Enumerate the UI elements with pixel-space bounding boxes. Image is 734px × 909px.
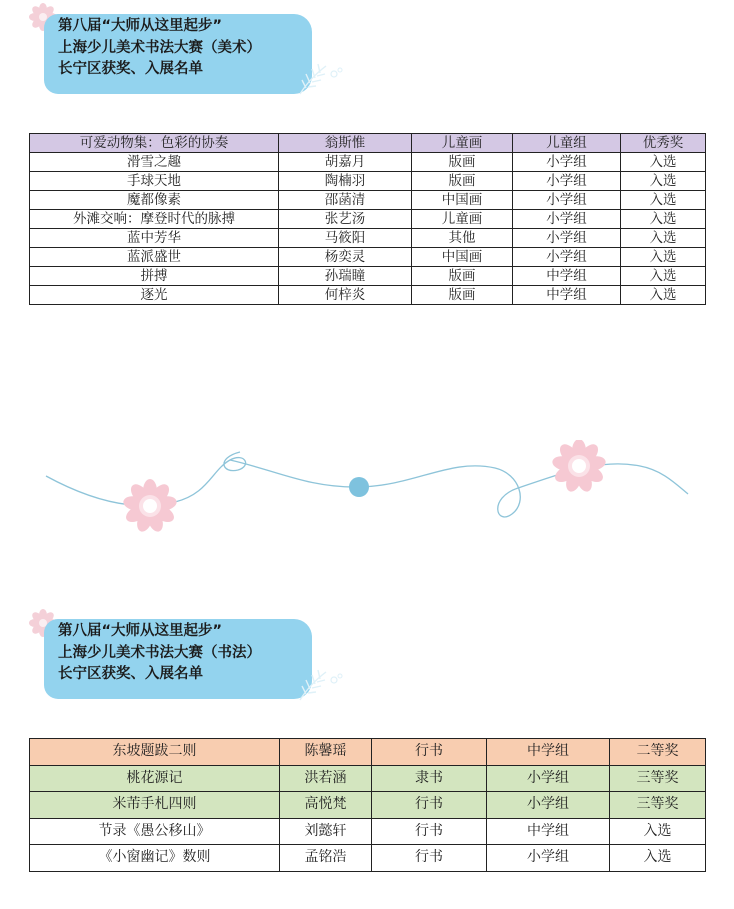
- cell-title: 蓝中芳华: [30, 229, 279, 248]
- table-row: [30, 248, 706, 267]
- leaf-icon: [296, 58, 346, 98]
- cell-category: 行书: [372, 845, 487, 872]
- cell-category: 行书: [372, 818, 487, 845]
- cell-title: 逐光: [30, 286, 279, 305]
- flower-icon: [122, 479, 178, 534]
- cell-group: 小学组: [513, 248, 621, 267]
- table-row: [30, 267, 706, 286]
- title-line: 第八届“大师从这里起步”: [58, 18, 223, 34]
- cell-award: 入选: [610, 845, 706, 872]
- cell-group: 小学组: [513, 229, 621, 248]
- cell-name: 邵菡清: [279, 191, 412, 210]
- table-row: [30, 739, 706, 766]
- cell-name: 马筱阳: [279, 229, 412, 248]
- cell-title: 桃花源记: [30, 765, 280, 792]
- table-row: [30, 134, 706, 153]
- leaf-icon: [296, 664, 346, 704]
- cell-name: 胡嘉月: [279, 153, 412, 172]
- flower-icon: [551, 440, 607, 494]
- cell-group: 中学组: [487, 739, 610, 766]
- table-row: [30, 229, 706, 248]
- cell-title: 魔都像素: [30, 191, 279, 210]
- cell-award: 入选: [621, 286, 706, 305]
- cell-award: 二等奖: [610, 739, 706, 766]
- cell-category: 行书: [372, 792, 487, 819]
- cell-category: 版画: [412, 172, 513, 191]
- title-line: 第八届“大师从这里起步”: [58, 623, 223, 639]
- cell-title: 可爱动物集：色彩的协奏: [30, 134, 279, 153]
- cell-title: 东坡题跋二则: [30, 739, 280, 766]
- cell-name: 高悦梵: [280, 792, 372, 819]
- cell-name: 杨奕灵: [279, 248, 412, 267]
- table-row: [30, 818, 706, 845]
- cell-name: 刘懿轩: [280, 818, 372, 845]
- cell-award: 入选: [621, 248, 706, 267]
- cell-name: 张艺汤: [279, 210, 412, 229]
- cell-category: 版画: [412, 286, 513, 305]
- cell-group: 小学组: [513, 153, 621, 172]
- cell-name: 孙瑞瞳: [279, 267, 412, 286]
- cell-category: 行书: [372, 739, 487, 766]
- cell-award: 入选: [610, 818, 706, 845]
- cell-group: 儿童组: [513, 134, 621, 153]
- cell-award: 入选: [621, 210, 706, 229]
- table-row: [30, 153, 706, 172]
- title-line: 长宁区获奖、入展名单: [58, 61, 203, 77]
- section1-title: [58, 16, 261, 81]
- vine-divider: [40, 440, 700, 550]
- section2-title: [58, 621, 261, 686]
- cell-group: 小学组: [487, 845, 610, 872]
- cell-award: 入选: [621, 267, 706, 286]
- cell-award: 入选: [621, 153, 706, 172]
- cell-category: 中国画: [412, 248, 513, 267]
- cell-category: 版画: [412, 267, 513, 286]
- cell-name: 洪若涵: [280, 765, 372, 792]
- art-awards-table: [29, 133, 706, 305]
- table-row: [30, 845, 706, 872]
- cell-group: 小学组: [513, 172, 621, 191]
- cell-group: 中学组: [513, 286, 621, 305]
- cell-title: 外滩交响：摩登时代的脉搏: [30, 210, 279, 229]
- cell-category: 中国画: [412, 191, 513, 210]
- table-row: [30, 792, 706, 819]
- cell-category: 儿童画: [412, 134, 513, 153]
- cell-name: 陶楠羽: [279, 172, 412, 191]
- cell-title: 节录《愚公移山》: [30, 818, 280, 845]
- cell-category: 儿童画: [412, 210, 513, 229]
- cell-category: 版画: [412, 153, 513, 172]
- table-row: [30, 286, 706, 305]
- title-line: 上海少儿美术书法大赛（书法）: [58, 644, 261, 661]
- cell-title: 米芾手札四则: [30, 792, 280, 819]
- cell-group: 小学组: [487, 765, 610, 792]
- cell-category: 隶书: [372, 765, 487, 792]
- cell-group: 小学组: [487, 792, 610, 819]
- cell-title: 《小窗幽记》数则: [30, 845, 280, 872]
- cell-award: 入选: [621, 191, 706, 210]
- title-line: 上海少儿美术书法大赛（美术）: [58, 39, 261, 56]
- cell-group: 小学组: [513, 191, 621, 210]
- cell-name: 翁斯惟: [279, 134, 412, 153]
- cell-title: 滑雪之趣: [30, 153, 279, 172]
- cell-group: 中学组: [513, 267, 621, 286]
- cell-group: 小学组: [513, 210, 621, 229]
- table-row: [30, 210, 706, 229]
- cell-award: 入选: [621, 172, 706, 191]
- title-line: 长宁区获奖、入展名单: [58, 666, 203, 682]
- cell-award: 三等奖: [610, 765, 706, 792]
- cell-category: 其他: [412, 229, 513, 248]
- cell-name: 孟铭浩: [280, 845, 372, 872]
- cell-group: 中学组: [487, 818, 610, 845]
- cell-title: 蓝派盛世: [30, 248, 279, 267]
- cell-title: 拼搏: [30, 267, 279, 286]
- calligraphy-awards-table: [29, 738, 706, 872]
- cell-award: 三等奖: [610, 792, 706, 819]
- table-row: [30, 765, 706, 792]
- cell-title: 手球天地: [30, 172, 279, 191]
- table-row: [30, 191, 706, 210]
- cell-award: 入选: [621, 229, 706, 248]
- cell-name: 何梓炎: [279, 286, 412, 305]
- table-row: [30, 172, 706, 191]
- cell-name: 陈馨瑶: [280, 739, 372, 766]
- cell-award: 优秀奖: [621, 134, 706, 153]
